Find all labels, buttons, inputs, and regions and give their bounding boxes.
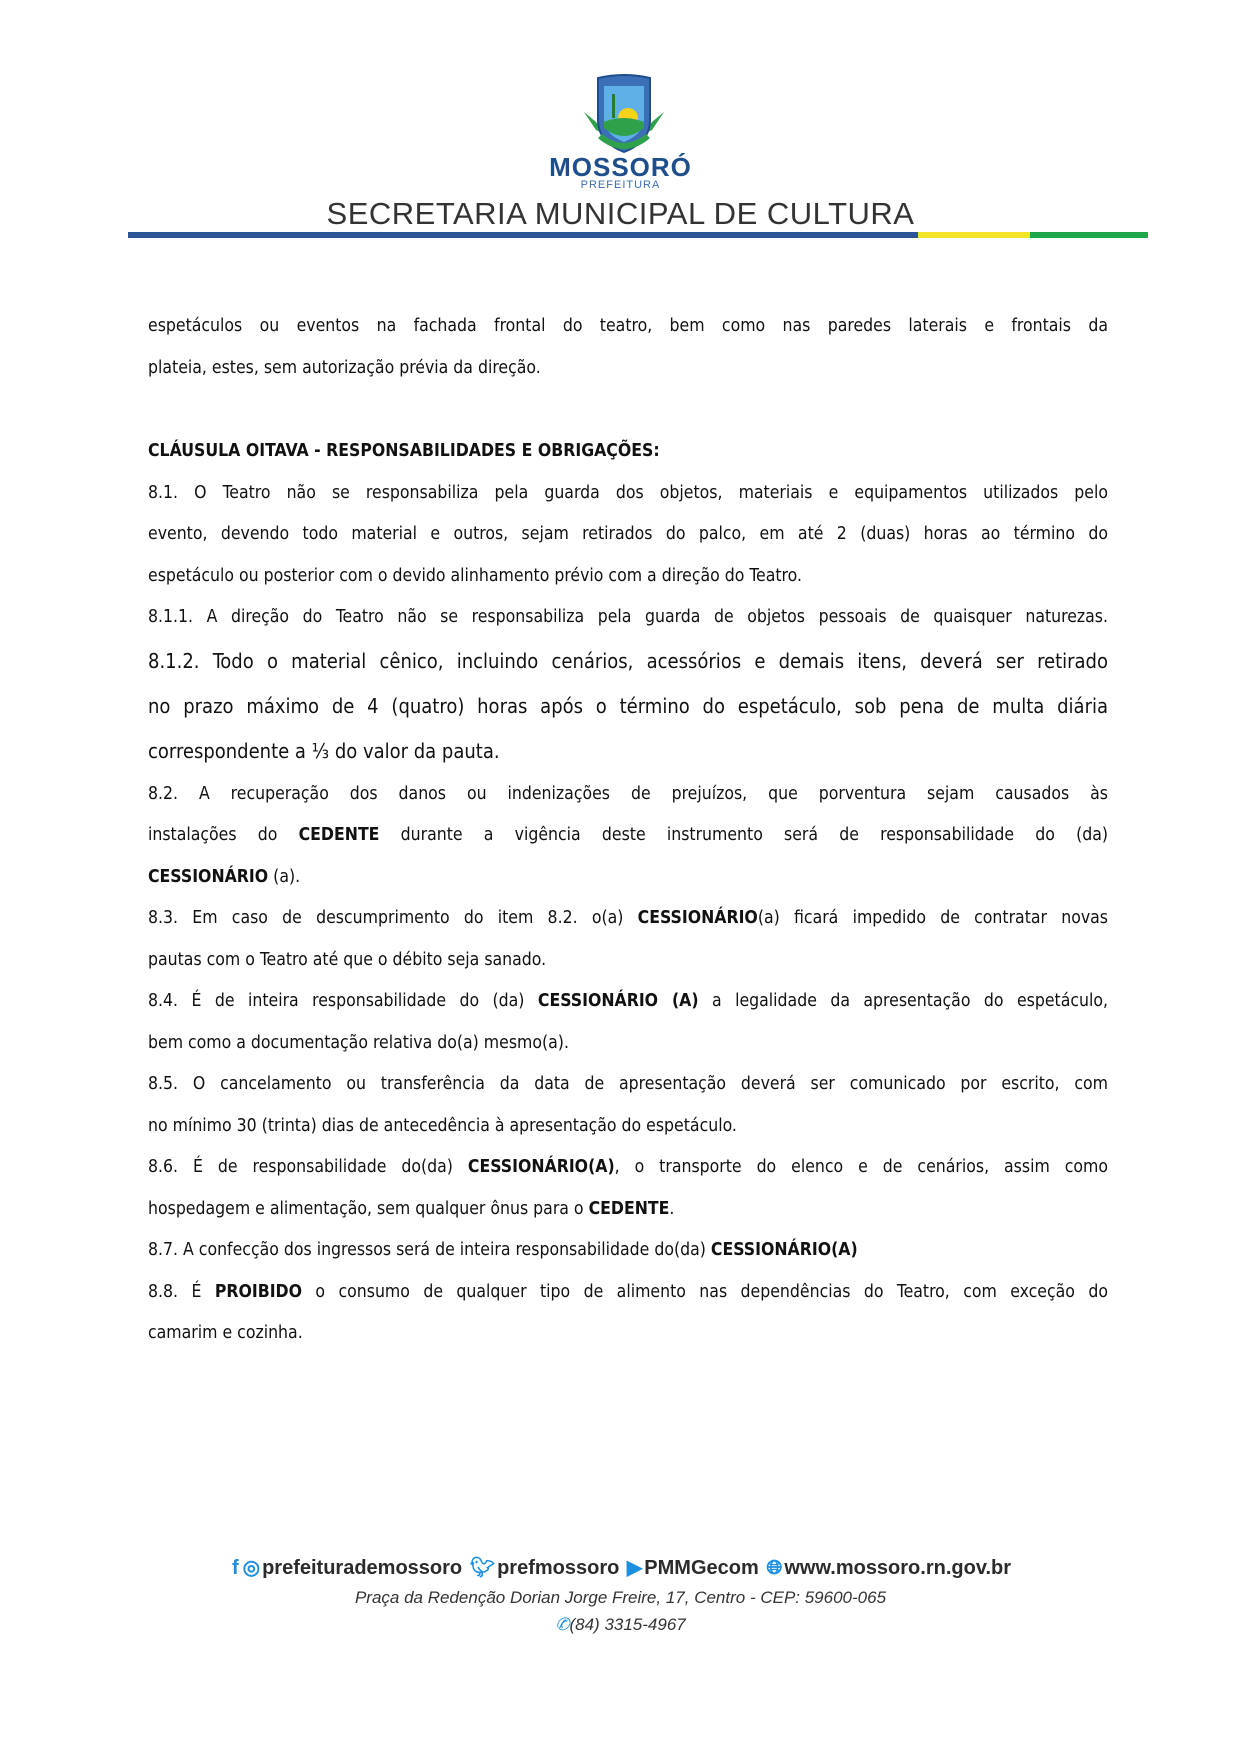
- brand-name: MOSSORÓ: [549, 152, 692, 182]
- item-8-4-line: [148, 981, 1108, 1023]
- item-8-3-line: [148, 898, 1108, 940]
- youtube-handle[interactable]: PMMGecom: [644, 1557, 759, 1579]
- document-body: [148, 306, 1108, 1355]
- item-8-6-line: [148, 1189, 1108, 1231]
- twitter-handle[interactable]: prefmossoro: [497, 1557, 620, 1579]
- phone-line: [0, 1615, 1241, 1635]
- social-handle[interactable]: prefeiturademossoro: [262, 1557, 463, 1579]
- text: a legalidade da apresentação do espetáculo,: [698, 991, 1108, 1011]
- clause-heading: [148, 431, 1108, 473]
- item-8-5-line: no mínimo 30 (trinta) dias de antecedência à apresentação do espetáculo.: [148, 1115, 737, 1136]
- item-8-1-2-line: no prazo máximo de 4 (quatro) horas após o término do espetáculo, sob pena de multa diária: [148, 693, 1108, 718]
- text: (a).: [268, 866, 301, 887]
- twitter-icon: 🐦︎: [469, 1557, 496, 1579]
- header-stripe-green: [1030, 232, 1148, 238]
- header-stripe-blue: [128, 232, 918, 238]
- item-8-7: [148, 1230, 1108, 1272]
- party-cessionario: CESSIONÁRIO(A): [467, 1157, 615, 1177]
- paragraph-line: plateia, estes, sem autorização prévia da direção.: [148, 357, 541, 378]
- prohibited-label: PROIBIDO: [214, 1281, 303, 1302]
- item-8-2-line: 8.2. A recuperação dos danos ou indenizações de prejuízos, que porventura sejam causados às: [148, 783, 1108, 804]
- clause-title: CLÁUSULA OITAVA - RESPONSABILIDADES E OBRIGAÇÕES:: [148, 441, 660, 461]
- department-title: SECRETARIA MUNICIPAL DE CULTURA: [326, 196, 915, 231]
- text: .: [669, 1198, 675, 1219]
- instagram-icon: ◎: [242, 1557, 261, 1579]
- text: , o transporte do elenco e de cenários, assim como: [614, 1157, 1108, 1177]
- item-8-5-line: 8.5. O cancelamento ou transferência da data de apresentação deverá ser comunicado por escrito, com: [148, 1074, 1108, 1094]
- website-link[interactable]: www.mossoro.rn.gov.br: [784, 1557, 1012, 1579]
- youtube-icon: ▶: [626, 1557, 643, 1579]
- text: 8.7. A confecção dos ingressos será de inteira responsabilidade do(da): [148, 1240, 711, 1260]
- social-links: [0, 1555, 1241, 1580]
- item-8-8-line: [148, 1272, 1108, 1314]
- item-8-8-line: camarim e cozinha.: [148, 1323, 303, 1343]
- party-cessionario: CESSIONÁRIO (A): [537, 991, 699, 1011]
- text: durante a vigência deste instrumento será de responsabilidade do (da): [379, 825, 1108, 845]
- facebook-icon: f: [231, 1557, 239, 1579]
- item-8-6-line: [148, 1147, 1108, 1189]
- address: Praça da Redenção Dorian Jorge Freire, 17, Centro - CEP: 59600-065: [354, 1588, 887, 1607]
- item-8-1-line: evento, devendo todo material e outros, sejam retirados do palco, em até 2 (duas) horas ao término do: [148, 524, 1108, 544]
- item-8-2-line: [148, 857, 1108, 899]
- item-8-1-1: 8.1.1. A direção do Teatro não se responsabiliza pela guarda de objetos pessoais de quaisquer naturezas.: [148, 607, 1108, 627]
- text: 8.6. É de responsabilidade do(da): [148, 1157, 468, 1177]
- brand-subtitle: PREFEITURA: [580, 179, 661, 191]
- party-cedente: CEDENTE: [298, 825, 380, 845]
- item-8-3-line: pautas com o Teatro até que o débito seja sanado.: [148, 949, 547, 970]
- text: 8.3. Em caso de descumprimento do item 8.2. o(a): [148, 908, 638, 928]
- item-8-1-line: 8.1. O Teatro não se responsabiliza pela guarda dos objetos, materiais e equipamentos utilizados pelo: [148, 482, 1108, 503]
- globe-icon: 🌐︎: [766, 1557, 783, 1579]
- item-8-1-2-line: correspondente a ⅓ do valor da pauta.: [148, 738, 500, 763]
- text: o consumo de qualquer tipo de alimento nas dependências do Teatro, com exceção do: [302, 1281, 1108, 1302]
- item-8-2-line: [148, 815, 1108, 857]
- party-cessionario: CESSIONÁRIO: [148, 866, 269, 887]
- text: hospedagem e alimentação, sem qualquer ônus para o: [148, 1198, 589, 1219]
- text: (a) ficará impedido de contratar novas: [757, 908, 1109, 928]
- paragraph-line: espetáculos ou eventos na fachada frontal do teatro, bem como nas paredes laterais e frontais da: [148, 316, 1108, 336]
- letterhead: [0, 0, 1241, 245]
- party-cessionario: CESSIONÁRIO: [637, 908, 758, 928]
- header-stripe-yellow: [918, 232, 1030, 238]
- item-8-4-line: bem como a documentação relativa do(a) mesmo(a).: [148, 1032, 569, 1053]
- party-cedente: CEDENTE: [588, 1198, 670, 1219]
- item-8-1-line: espetáculo ou posterior com o devido alinhamento prévio com a direção do Teatro.: [148, 565, 802, 586]
- phone-icon: ✆: [555, 1615, 570, 1634]
- party-cessionario: CESSIONÁRIO(A): [710, 1240, 858, 1260]
- coat-of-arms-logo: [578, 72, 670, 160]
- text: instalações do: [148, 825, 299, 845]
- item-8-1-2-line: 8.1.2. Todo o material cênico, incluindo cenários, acessórios e demais itens, deverá ser retirado: [148, 648, 1108, 673]
- text: 8.4. É de inteira responsabilidade do (da): [148, 991, 538, 1011]
- text: 8.8. É: [148, 1281, 215, 1302]
- phone-number: (84) 3315-4967: [569, 1615, 686, 1634]
